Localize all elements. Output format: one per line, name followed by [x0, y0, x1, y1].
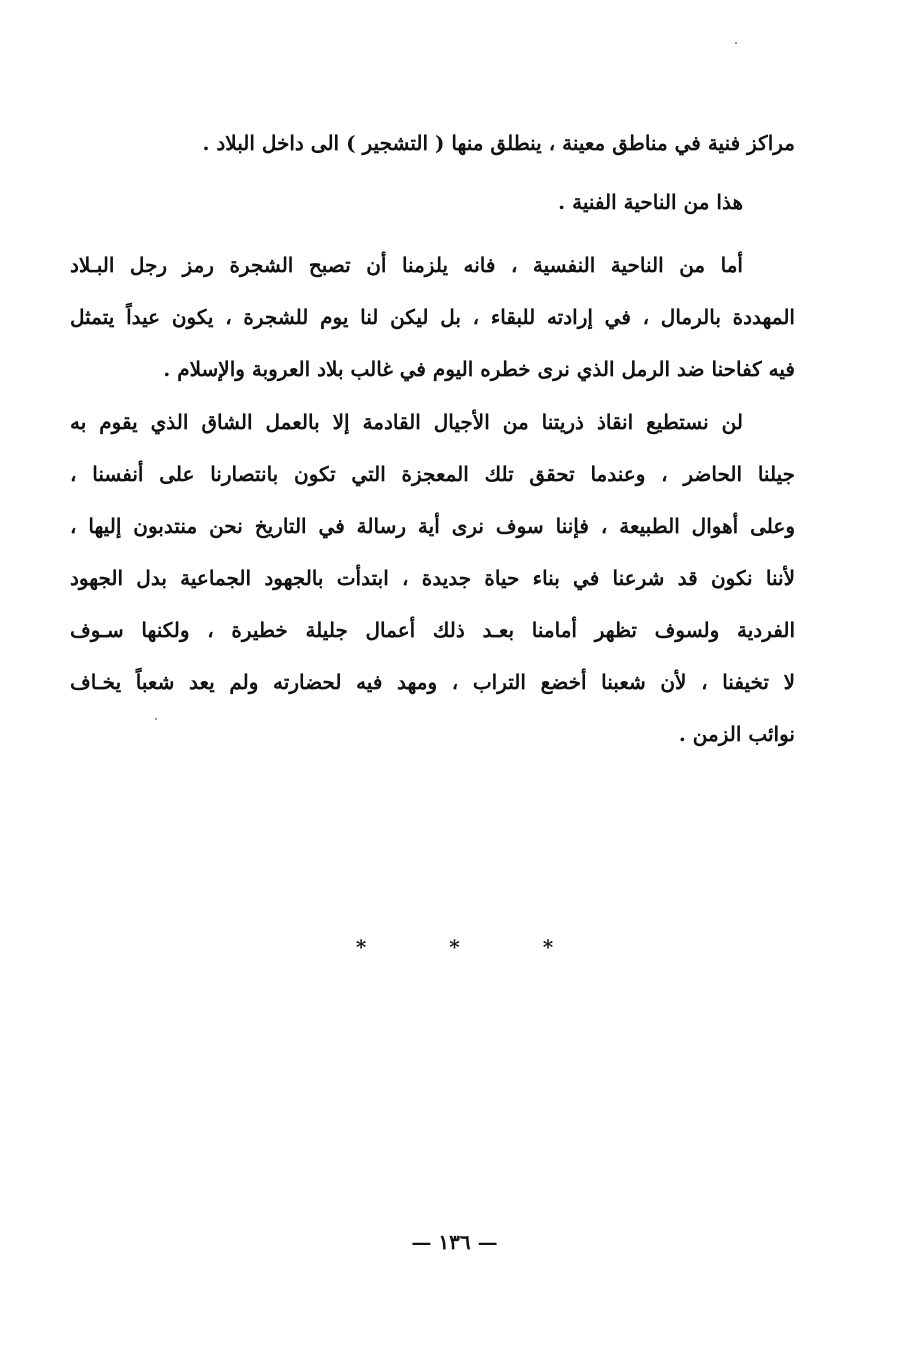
paragraph-2: [70, 176, 795, 228]
text-line: فيه كفاحنا ضد الرمل الذي نرى خطره اليوم في غالب بلاد العروبة والإسلام .: [163, 357, 795, 381]
text-line: لأننا نكون قد شرعنا في بناء حياة جديدة ، ابتدأت بالجهود الجماعية بدل الجهود: [70, 566, 795, 590]
text-line: مراكز فنية في مناطق معينة ، ينطلق منها ( التشجير ) الى داخل البلاد .: [202, 131, 795, 155]
text-line: لا تخيفنا ، لأن شعبنا أخضع التراب ، ومهد فيه لحضارته ولم يعد شعباً يخـاف: [70, 670, 796, 694]
text-line: هذا من الناحية الفنية .: [558, 190, 743, 214]
text-line: المهددة بالرمال ، في إرادته للبقاء ، بل ليكن لنا يوم للشجرة ، يكون عيداً يتمثل: [70, 305, 795, 329]
text-line: أما من الناحية النفسية ، فانه يلزمنا أن تصبح الشجرة رمز رجل البـلاد: [70, 253, 743, 277]
paragraph-1: [70, 117, 795, 169]
text-line: الفردية ولسوف تظهر أمامنا بعـد ذلك أعمال جليلة خطيرة ، ولكنها سـوف: [70, 618, 795, 642]
text-line: نوائب الزمن .: [678, 722, 795, 746]
text-line: جيلنا الحاضر ، وعندما تحقق تلك المعجزة التي تكون بانتصارنا على أنفسنا ،: [70, 462, 795, 486]
scan-speck: [735, 42, 737, 44]
text-line: لن نستطيع انقاذ ذريتنا من الأجيال القادمة إلا بالعمل الشاق الذي يقوم به: [70, 410, 743, 434]
page-number: — ١٣٦ —: [411, 1230, 498, 1254]
paragraph-3: [70, 239, 795, 395]
text-line: وعلى أهوال الطبيعة ، فإننا سوف نرى أية رسالة في التاريخ نحن منتدبون إليها ،: [70, 514, 795, 538]
paragraph-4: [70, 396, 795, 760]
section-separator: * * *: [355, 935, 592, 959]
